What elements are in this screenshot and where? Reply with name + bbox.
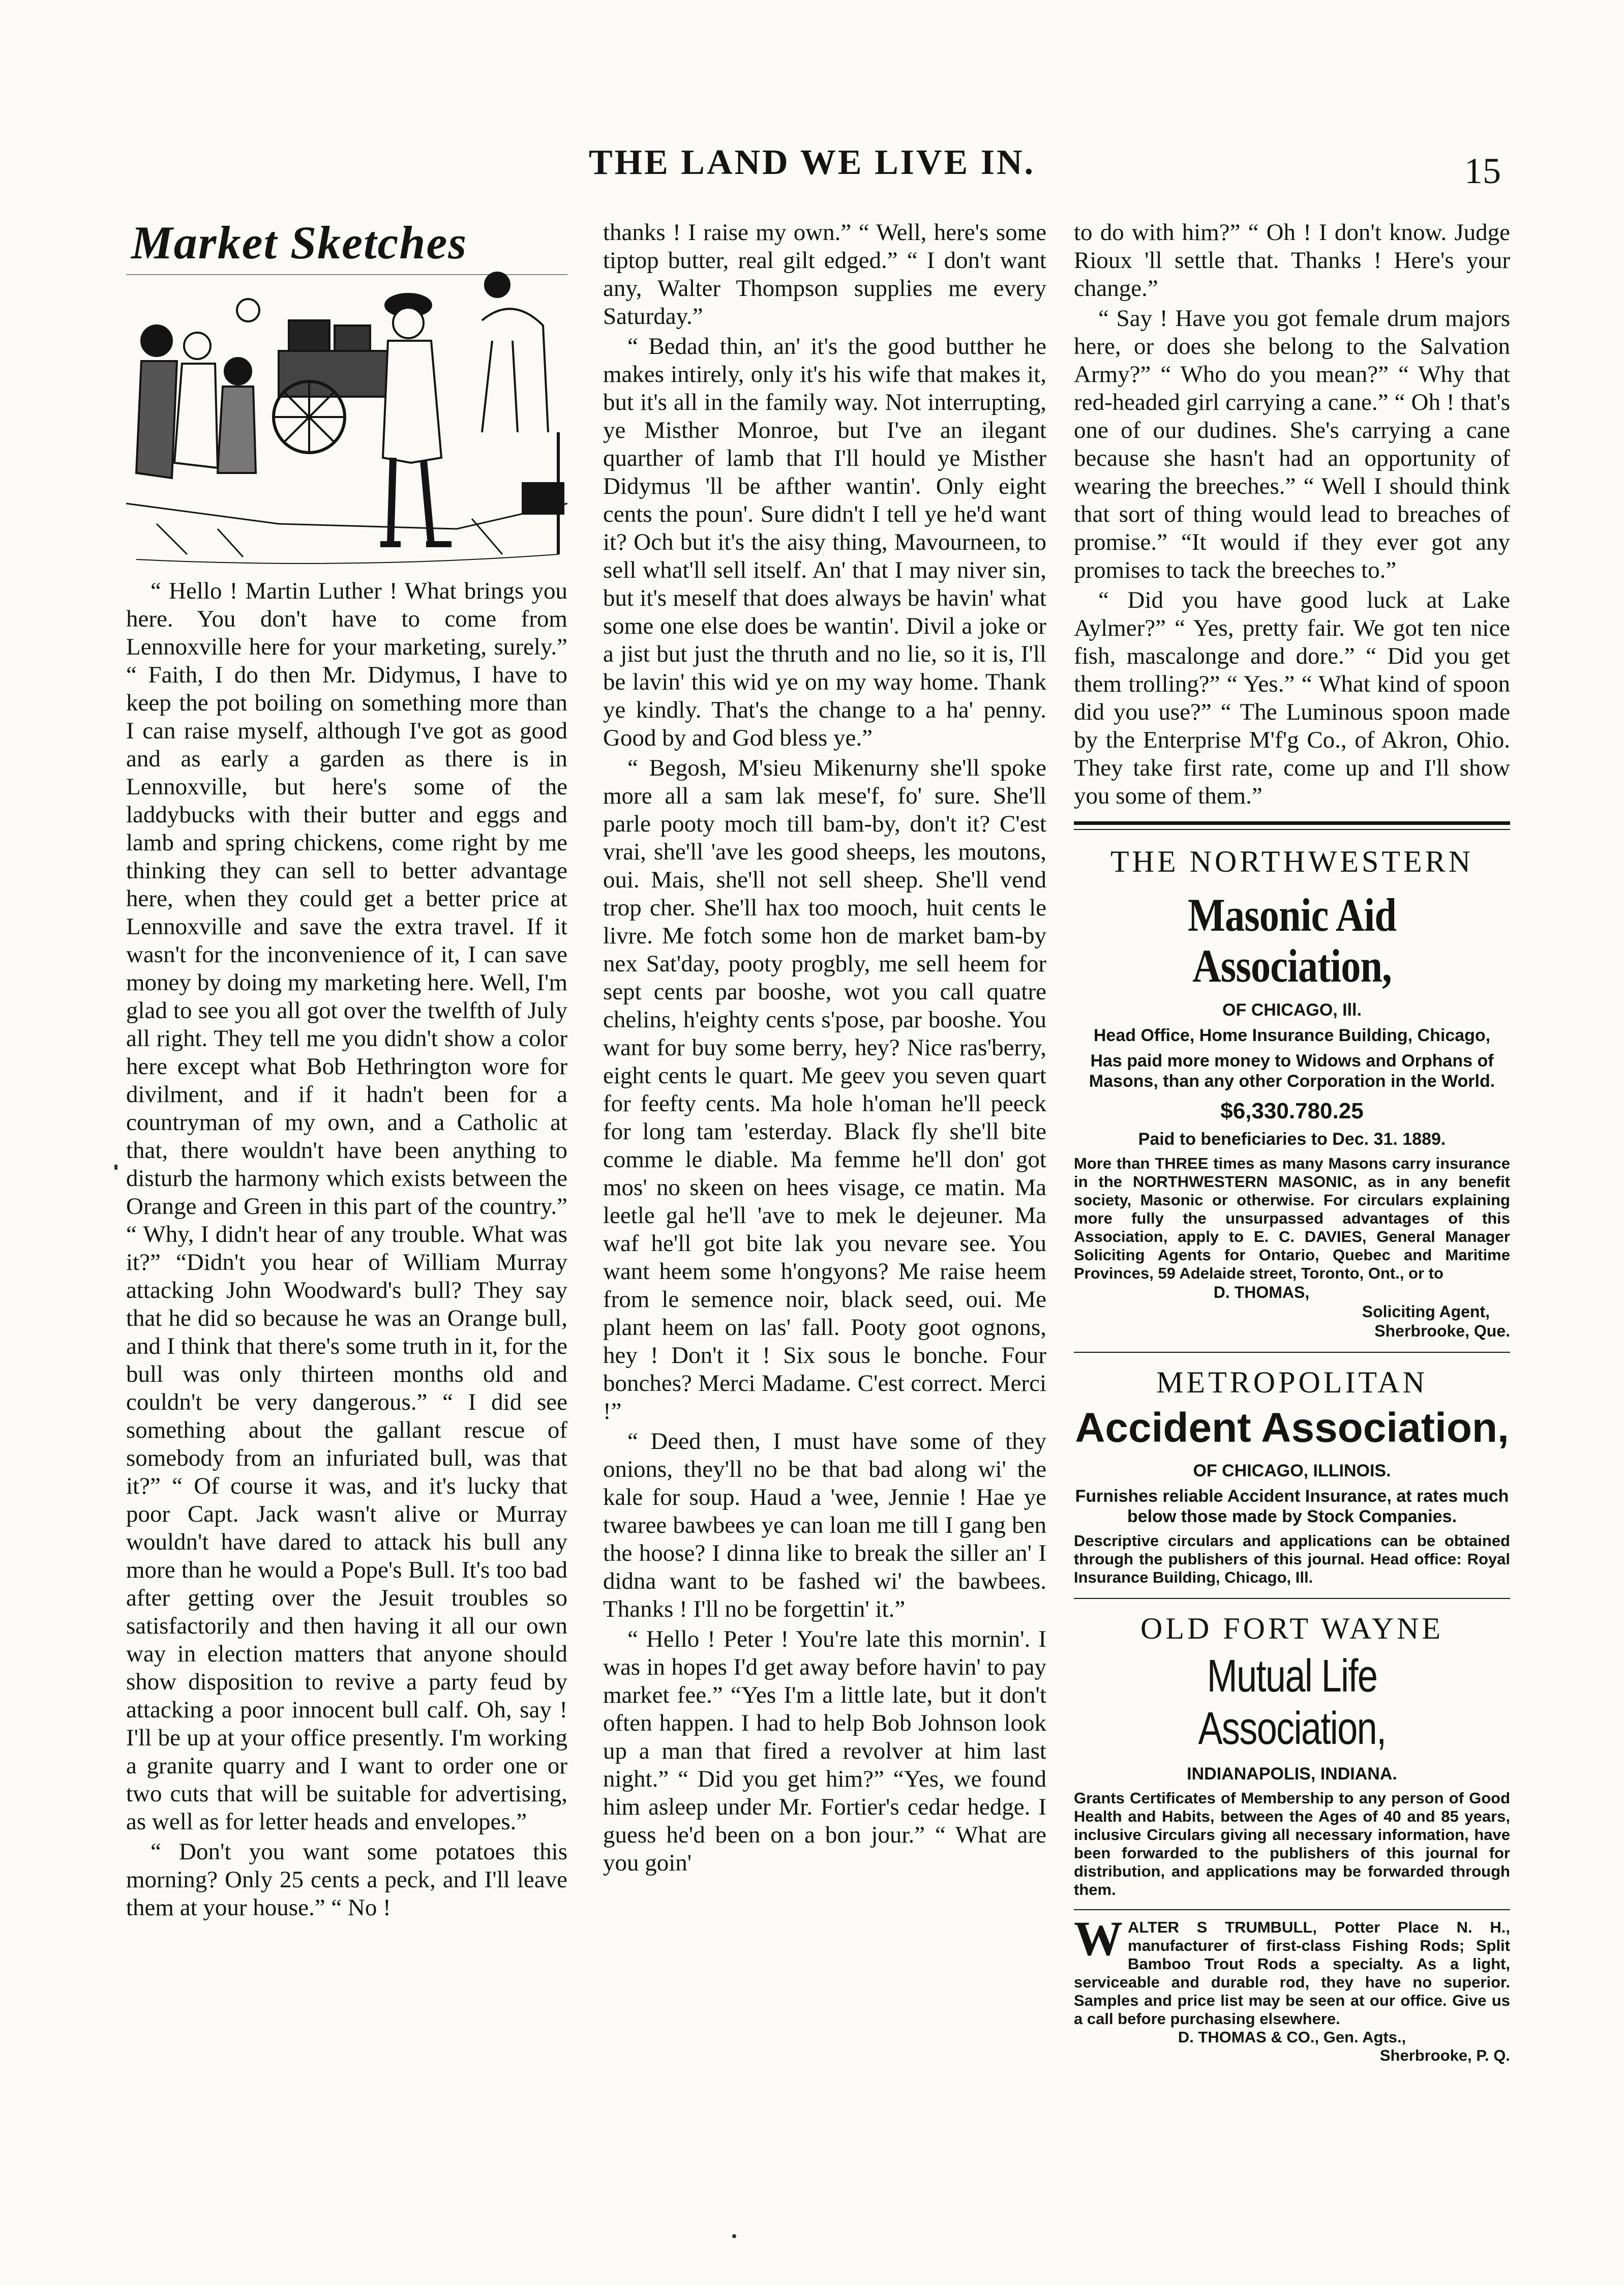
ad-location: INDIANAPOLIS, INDIANA. xyxy=(1187,1764,1397,1784)
col3-paragraph: “ Did you have good luck at Lake Aylmer?” “ Yes, pretty fair. We got ten nice fish, mascalonge and dore.” “ Did you get them trolling?” “ Yes.” “ What kind of spoon did you use?” “ The Luminous spoon made by the Enterprise M'f'g Co., of Akron, Ohio. They take first rate, come up and I'll show you some of them.” xyxy=(1074,587,1510,809)
column-2 xyxy=(603,219,1046,1879)
divider xyxy=(1074,1352,1510,1353)
ad-northwestern-masonic xyxy=(1074,844,1510,1341)
col2-paragraph: “ Hello ! Peter ! You're late this mornin'. I was in hopes I'd get away before havin' to pay market fee.” “Yes I'm a little late, but it don't often happen. I had to help Bob Johnson look up a man that fired a revolver at him last night.” “ Did you get him?” “Yes, we found him asleep under Mr. Fortier's cedar hedge. I guess he'd been on a bon jour.” “ What are you goin' xyxy=(603,1626,1046,1876)
scan-speck xyxy=(114,1165,117,1170)
ad-claim: Furnishes reliable Accident Insurance, at rates much below those made by Stock Companies. xyxy=(1075,1487,1509,1526)
ad-location: OF CHICAGO, ILLINOIS. xyxy=(1193,1461,1391,1480)
ad-heading: THE NORTHWESTERN xyxy=(1110,845,1473,878)
ad-amount: $6,330.780.25 xyxy=(1220,1099,1364,1123)
ad-office: Head Office, Home Insurance Building, Chicago, xyxy=(1093,1026,1491,1045)
ad-title: Accident Association, xyxy=(1075,1405,1509,1451)
col2-paragraph: “ Begosh, M'sieu Mikenurny she'll spoke more all a sam lak mese'f, fo' sure. She'll parle pooty moch till bam-by, don't it? C'est vrai, she'll 'ave les good sheeps, les moutons, oui. Mais, she'll not sell sheep. She'll vend trop cher. She'll hax too mooch, huit cents le livre. Me fotch some hon de market bam-by nex Sat'day, pooty progbly, me sell heem for sept cents par booshe, wot you call quatre chelins, h'eighty cents s'pose, par booshe. You want for buy some berry, hey? Nice ras'berry, eight cents le quart. Me geev you seven quart for feefty cents. Ma hole h'oman he'll peeck for long tam 'esterday. Black fly she'll bite comme le diable. Ma femme he'll don' got mos' no skeen on hees visage, ce matin. Ma leetle gal he'll 'ave to mek le dejeuner. Ma waf he'll got bite lak you nevare see. You want heem some h'ongyons? Me raise heem from le semence noir, black seed, oui. Me plant heem on las' fall. Pooty goot ognons, hey ! Don't it ! Six sous le bonche. Four bonches? Merci Madame. C'est correct. Merci !” xyxy=(603,755,1046,1425)
ad-signature xyxy=(1074,1283,1510,1341)
ad-claim: Has paid more money to Widows and Orphans of Masons, than any other Corporation in the World. xyxy=(1089,1051,1495,1091)
col2-paragraph: thanks ! I raise my own.” “ Well, here's some tiptop butter, real gilt edged.” “ I don't want any, Walter Thompson supplies me every Saturday.” xyxy=(603,219,1046,330)
divider xyxy=(1074,821,1510,825)
page-header-title: THE LAND WE LIVE IN. xyxy=(588,143,1036,182)
ad-signature xyxy=(1074,2028,1510,2065)
col1-paragraph: “ Don't you want some potatoes this morning? Only 25 cents a peck, and I'll leave them at your house.” “ No ! xyxy=(126,1838,567,1921)
ad-title: Masonic Aid Association, xyxy=(1188,889,1396,992)
ad-heading: OLD FORT WAYNE xyxy=(1140,1612,1444,1645)
ad-sign-name: D. THOMAS, xyxy=(1213,1283,1310,1301)
ad-sign-place: Sherbrooke, Que. xyxy=(1374,1322,1510,1340)
ad-heading: METROPOLITAN xyxy=(1156,1366,1428,1399)
ad-title: Mutual Life Association, xyxy=(1198,1651,1386,1754)
market-sketches-illustration xyxy=(126,219,567,565)
page-number: 15 xyxy=(1464,151,1501,191)
drop-cap: W xyxy=(1074,1911,1123,1966)
scan-speck xyxy=(732,2234,736,2238)
column-3 xyxy=(1074,219,1510,2065)
ad-metropolitan-accident xyxy=(1074,1365,1510,1587)
ad-body: Descriptive circulars and applications can be obtained through the publishers of this journal. Head office: Royal Insurance Building, Chicago, Ill. xyxy=(1074,1532,1510,1586)
ad-paid-note: Paid to beneficiaries to Dec. 31. 1889. xyxy=(1138,1130,1446,1149)
ad-body: Grants Certificates of Membership to any person of Good Health and Habits, between the Ages of 40 and 85 years, inclusive Circulars giving all necessary information, have been forwarded to the publishers of this journal for distribution, and applications may be forwarded through them. xyxy=(1074,1789,1510,1898)
ad-sign-role: Soliciting Agent, xyxy=(1362,1302,1490,1321)
illustration-title: Market Sketches xyxy=(131,219,468,269)
ad-sign-place: Sherbrooke, P. Q. xyxy=(1379,2046,1510,2064)
ad-location: OF CHICAGO, Ill. xyxy=(1222,1000,1362,1020)
col1-paragraph: “ Hello ! Martin Luther ! What brings you here. You don't have to come from Lennoxville here for your marketing, surely.” “ Faith, I do then Mr. Didymus, I have to keep the pot boiling on something more than I can raise myself, although I've got as good and as early a garden as there is in Lennoxville, but here's some of the laddybucks with their butter and eggs and lamb and spring chickens, come right by me thinking they can sell to better advantage here, when they could get a better price at Lennoxville and save the extra travel. If it wasn't for the inconvenience of it, I can save money by doing my marketing here. Well, I'm glad to see you all got over the twelfth of July all right. They tell me you didn't show a color here except what Bob Hethrington wore for divilment, and if it hadn't been for a countryman of my own, and a Catholic at that, there wouldn't have been anything to disturb the harmony which exists between the Orange and Green in this part of the country.” “ Why, I didn't hear of any trouble. What was it?” “Didn't you hear of William Murray attacking John Woodward's bull? They say that he did so because he was an Orange bull, and I think that there's some truth in it, for the bull was only thirteen months old and couldn't be very dangerous.” “ I did see something about the gallant rescue of somebody from an infuriated bull, was that it?” “ Of course it was, and it's lucky that poor Capt. Jack wasn't alive or Murray wouldn't have dared to attack his bull any more than he would a Pope's Bull. It's too bad after getting over the Jesuit troubles so satisfactorily and then having it all our own way in election matters that anyone should show disposition to revive a party feud by attacking a poor innocent bull calf. Oh, say ! I'll be up at your office presently. I'm working a granite quarry and I want to order one or two cuts that will be suitable for advertising, as well as for letter heads and envelopes.” xyxy=(126,578,567,1835)
divider xyxy=(1074,829,1510,830)
ad-fort-wayne-mutual-life xyxy=(1074,1611,1510,1899)
col3-paragraph: to do with him?” “ Oh ! I don't know. Judge Rioux 'll settle that. Thanks ! Here's your change.” xyxy=(1074,219,1510,302)
col2-paragraph: “ Bedad thin, an' it's the good butther he makes intirely, only it's his wife that makes it, but it's all in the family way. Not interrupting, ye Misther Monroe, but I've an ilegant quarther of lamb that I'll hould ye Misther Didymus 'll be afther wantin'. Only eight cents the poun'. Sure didn't I tell ye he'd want it? Och but it's the aisy thing, Mavourneen, to sell what'll sell itself. An' that I may niver sin, but it's meself that does always be havin' what some one else does be wantin'. Divil a joke or a jist but just the thruth and no lie, so it is, I'll be lavin' this wid ye on my way home. Thank ye kindly. That's the change to a ha' penny. Good by and God bless ye.” xyxy=(603,333,1046,751)
divider xyxy=(1074,1598,1510,1599)
ad-trumbull-fishing-rods xyxy=(1074,1911,1510,2065)
ad-body: ALTER S TRUMBULL, Potter Place N. H., manufacturer of first-class Fishing Rods; Split Bamboo Trout Rods a specialty. As a light, serviceable and durable rod, they have no superior. Samples and price list may be seen at our office. Give us a call before purchasing elsewhere. xyxy=(1074,1918,1510,2028)
ad-sign-name: D. THOMAS & CO., Gen. Agts., xyxy=(1178,2028,1406,2046)
divider xyxy=(1074,1909,1510,1910)
col2-paragraph: “ Deed then, I must have some of they onions, they'll no be that bad along wi' the kale for soup. Haud a 'wee, Jennie ! Hae ye twaree bawbees ye can loan me till I gang ben the hoose? I dinna like to break the siller an' I didna want to be fashed wi' the bawbees. Thanks ! I'll no be forgettin' it.” xyxy=(603,1428,1046,1622)
ad-body: More than THREE times as many Masons carry insurance in the NORTHWESTERN MASONIC, as in any benefit society, Masonic or otherwise. For circulars explaining more fully the unsurpassed advantages of this Association, apply to E. C. DAVIES, General Manager Soliciting Agents for Ontario, Quebec and Maritime Provinces, 59 Adelaide street, Toronto, Ont., or to xyxy=(1074,1154,1510,1282)
col3-paragraph: “ Say ! Have you got female drum majors here, or does she belong to the Salvation Army?” “ Who do you mean?” “ Why that red-headed girl carrying a cane.” “ Oh ! that's one of our dudines. She's carrying a cane because she hasn't had an opportunity of wearing the breeches.” “ Well I should think that sort of thing would lead to breaches of promise.” “It would if they ever got any promises to tack the breeches to.” xyxy=(1074,305,1510,583)
